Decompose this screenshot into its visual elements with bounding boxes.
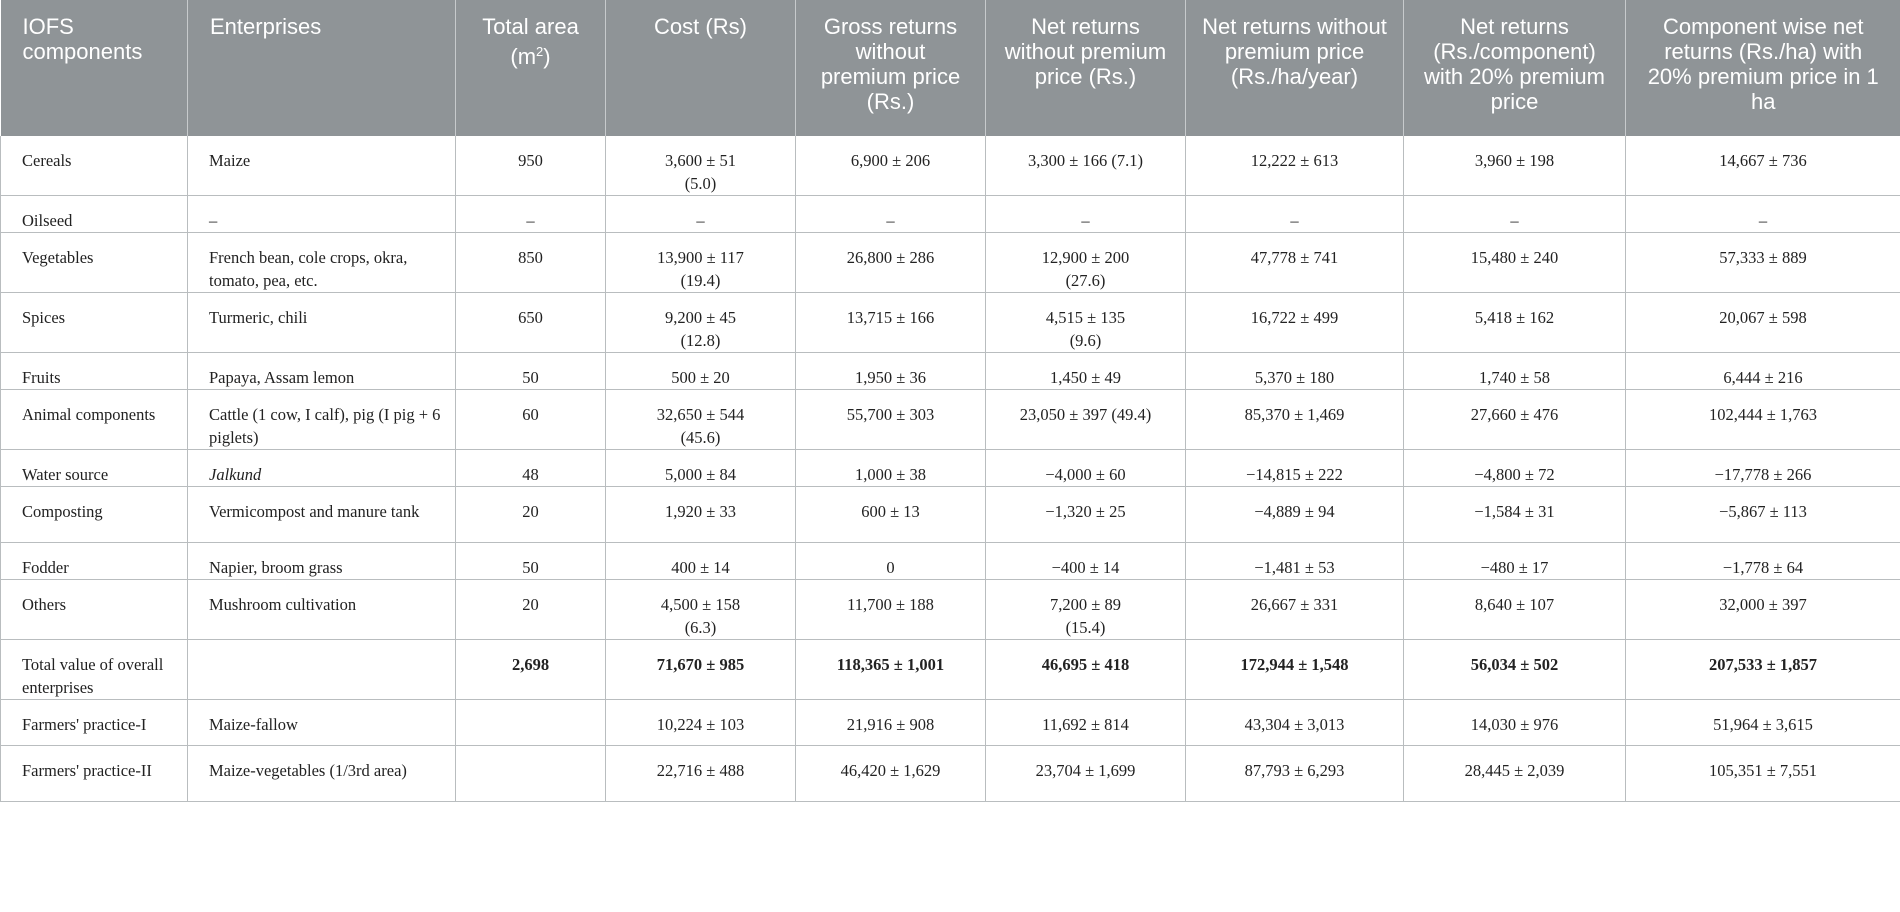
table-row — [1, 487, 1900, 543]
cell-gross: 1,950 ± 36 — [796, 353, 986, 390]
cell-net: 23,704 ± 1,699 — [986, 746, 1186, 802]
cell-area: – — [456, 196, 606, 233]
cell-component: Total value of overall enterprises — [1, 640, 188, 700]
cell-net-premium: 28,445 ± 2,039 — [1404, 746, 1626, 802]
cell-net-ha: 85,370 ± 1,469 — [1186, 390, 1404, 450]
cell-net-ha: 87,793 ± 6,293 — [1186, 746, 1404, 802]
cell-net-ha: 5,370 ± 180 — [1186, 353, 1404, 390]
cell-component-net: 102,444 ± 1,763 — [1626, 390, 1900, 450]
cell-net-premium: −1,584 ± 31 — [1404, 487, 1626, 543]
cell-net-ha: 12,222 ± 613 — [1186, 136, 1404, 196]
header-row — [1, 0, 1900, 136]
cell-component-net: 51,964 ± 3,615 — [1626, 700, 1900, 746]
cell-area: 950 — [456, 136, 606, 196]
cell-component: Farmers' practice-II — [1, 746, 188, 802]
cell-net-ha: 47,778 ± 741 — [1186, 233, 1404, 293]
cell-enterprise: Maize — [188, 136, 456, 196]
cell-net: – — [986, 196, 1186, 233]
cell-component: Cereals — [1, 136, 188, 196]
cell-component: Water source — [1, 450, 188, 487]
header-component-net-returns: Component wise net returns (Rs./ha) with 20% premium price in 1 ha — [1626, 0, 1900, 136]
cell-net-ha: 26,667 ± 331 — [1186, 580, 1404, 640]
cell-component: Farmers' practice-I — [1, 700, 188, 746]
cell-component: Vegetables — [1, 233, 188, 293]
cell-cost: 32,650 ± 544 (45.6) — [606, 390, 796, 450]
cell-area — [456, 700, 606, 746]
cell-component-net: 105,351 ± 7,551 — [1626, 746, 1900, 802]
cell-area: 850 — [456, 233, 606, 293]
cell-gross: 600 ± 13 — [796, 487, 986, 543]
cell-cost: 400 ± 14 — [606, 543, 796, 580]
total-row — [1, 640, 1900, 700]
cell-cost: 500 ± 20 — [606, 353, 796, 390]
cell-net-ha: −4,889 ± 94 — [1186, 487, 1404, 543]
cell-cost: 4,500 ± 158 (6.3) — [606, 580, 796, 640]
cell-component-net: 6,444 ± 216 — [1626, 353, 1900, 390]
cell-component-net: 20,067 ± 598 — [1626, 293, 1900, 353]
cell-net-ha: 43,304 ± 3,013 — [1186, 700, 1404, 746]
cell-cost: 13,900 ± 117 (19.4) — [606, 233, 796, 293]
header-total-area: Total area $(m^2)$ — [456, 0, 606, 136]
header-iofs-components: IOFS components — [1, 0, 188, 136]
cell-component-net: 32,000 ± 397 — [1626, 580, 1900, 640]
cell-net-premium: – — [1404, 196, 1626, 233]
cell-gross: – — [796, 196, 986, 233]
cell-net: 4,515 ± 135 (9.6) — [986, 293, 1186, 353]
header-cost: Cost (Rs) — [606, 0, 796, 136]
cell-enterprise: Papaya, Assam lemon — [188, 353, 456, 390]
cell-enterprise: Vermicompost and manure tank — [188, 487, 456, 543]
cell-net-premium: 56,034 ± 502 — [1404, 640, 1626, 700]
table-row — [1, 390, 1900, 450]
cell-area: 50 — [456, 353, 606, 390]
cell-gross: 1,000 ± 38 — [796, 450, 986, 487]
cell-area: 20 — [456, 487, 606, 543]
cell-component-net: – — [1626, 196, 1900, 233]
cell-gross: 13,715 ± 166 — [796, 293, 986, 353]
cell-net: 12,900 ± 200 (27.6) — [986, 233, 1186, 293]
cell-component: Others — [1, 580, 188, 640]
cell-enterprise: Jalkund — [188, 450, 456, 487]
cell-net-premium: 27,660 ± 476 — [1404, 390, 1626, 450]
cell-enterprise: – — [188, 196, 456, 233]
cell-area: 650 — [456, 293, 606, 353]
cell-cost: 22,716 ± 488 — [606, 746, 796, 802]
table-row — [1, 196, 1900, 233]
cell-enterprise: French bean, cole crops, okra, tomato, pea, etc. — [188, 233, 456, 293]
cell-component: Animal components — [1, 390, 188, 450]
cell-component-net: 207,533 ± 1,857 — [1626, 640, 1900, 700]
cell-net-premium: 14,030 ± 976 — [1404, 700, 1626, 746]
table-row — [1, 293, 1900, 353]
cell-cost: 5,000 ± 84 — [606, 450, 796, 487]
cell-area: 50 — [456, 543, 606, 580]
cell-net-ha: 16,722 ± 499 — [1186, 293, 1404, 353]
table-row — [1, 450, 1900, 487]
cell-net-ha: −14,815 ± 222 — [1186, 450, 1404, 487]
cell-net: 1,450 ± 49 — [986, 353, 1186, 390]
cell-component-net: 14,667 ± 736 — [1626, 136, 1900, 196]
cell-enterprise: Maize-fallow — [188, 700, 456, 746]
cell-net-ha: 172,944 ± 1,548 — [1186, 640, 1404, 700]
cell-net: 46,695 ± 418 — [986, 640, 1186, 700]
cell-gross: 46,420 ± 1,629 — [796, 746, 986, 802]
header-enterprises: Enterprises — [188, 0, 456, 136]
header-gross-returns: Gross returns without premium price (Rs.) — [796, 0, 986, 136]
cell-component: Oilseed — [1, 196, 188, 233]
cell-net: 11,692 ± 814 — [986, 700, 1186, 746]
cell-area: 2,698 — [456, 640, 606, 700]
cell-enterprise: Cattle (1 cow, I calf), pig (I pig + 6 piglets) — [188, 390, 456, 450]
table-row — [1, 353, 1900, 390]
table-row — [1, 136, 1900, 196]
cell-enterprise: Mushroom cultivation — [188, 580, 456, 640]
header-net-returns: Net returns without premium price (Rs.) — [986, 0, 1186, 136]
cell-cost: 3,600 ± 51 (5.0) — [606, 136, 796, 196]
cell-net: 7,200 ± 89 (15.4) — [986, 580, 1186, 640]
table-row — [1, 580, 1900, 640]
cell-gross: 55,700 ± 303 — [796, 390, 986, 450]
cell-cost: 71,670 ± 985 — [606, 640, 796, 700]
cell-enterprise — [188, 640, 456, 700]
cell-net-premium: −4,800 ± 72 — [1404, 450, 1626, 487]
cell-net: 3,300 ± 166 (7.1) — [986, 136, 1186, 196]
cell-component-net: −1,778 ± 64 — [1626, 543, 1900, 580]
header-net-returns-premium: Net returns (Rs./component) with 20% premium price — [1404, 0, 1626, 136]
cell-net-premium: 5,418 ± 162 — [1404, 293, 1626, 353]
cell-net-ha: −1,481 ± 53 — [1186, 543, 1404, 580]
cell-net: −400 ± 14 — [986, 543, 1186, 580]
cell-enterprise: Napier, broom grass — [188, 543, 456, 580]
table-row — [1, 543, 1900, 580]
cell-area: 48 — [456, 450, 606, 487]
cell-cost: – — [606, 196, 796, 233]
cell-area: 60 — [456, 390, 606, 450]
cell-area — [456, 746, 606, 802]
table-row — [1, 746, 1900, 802]
cell-component: Composting — [1, 487, 188, 543]
header-net-returns-per-ha: Net returns without premium price (Rs./ha/year) — [1186, 0, 1404, 136]
cell-component-net: 57,333 ± 889 — [1626, 233, 1900, 293]
cell-gross: 21,916 ± 908 — [796, 700, 986, 746]
cell-component: Fruits — [1, 353, 188, 390]
cell-cost: 10,224 ± 103 — [606, 700, 796, 746]
cell-component: Fodder — [1, 543, 188, 580]
cell-component-net: −5,867 ± 113 — [1626, 487, 1900, 543]
cell-gross: 0 — [796, 543, 986, 580]
cell-area: 20 — [456, 580, 606, 640]
cell-net-premium: 3,960 ± 198 — [1404, 136, 1626, 196]
table-row — [1, 233, 1900, 293]
cell-net-premium: 15,480 ± 240 — [1404, 233, 1626, 293]
cell-gross: 11,700 ± 188 — [796, 580, 986, 640]
cell-component: Spices — [1, 293, 188, 353]
cell-net: −4,000 ± 60 — [986, 450, 1186, 487]
cell-net-premium: 1,740 ± 58 — [1404, 353, 1626, 390]
cell-net-ha: – — [1186, 196, 1404, 233]
cell-gross: 118,365 ± 1,001 — [796, 640, 986, 700]
cell-net-premium: −480 ± 17 — [1404, 543, 1626, 580]
table-row — [1, 700, 1900, 746]
cell-cost: 1,920 ± 33 — [606, 487, 796, 543]
cell-gross: 6,900 ± 206 — [796, 136, 986, 196]
cell-enterprise: Maize-vegetables (1/3rd area) — [188, 746, 456, 802]
cell-net: 23,050 ± 397 (49.4) — [986, 390, 1186, 450]
cell-cost: 9,200 ± 45 (12.8) — [606, 293, 796, 353]
cell-gross: 26,800 ± 286 — [796, 233, 986, 293]
cell-net: −1,320 ± 25 — [986, 487, 1186, 543]
cell-component-net: −17,778 ± 266 — [1626, 450, 1900, 487]
cell-net-premium: 8,640 ± 107 — [1404, 580, 1626, 640]
cell-enterprise: Turmeric, chili — [188, 293, 456, 353]
